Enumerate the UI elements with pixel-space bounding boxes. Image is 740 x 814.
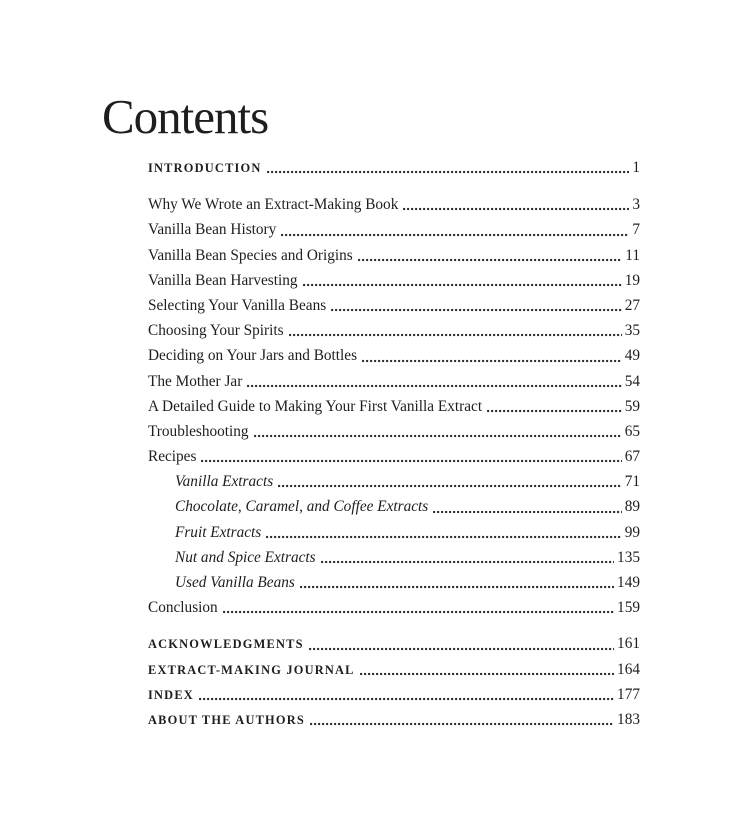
- toc-entry-label: Vanilla Extracts: [175, 473, 274, 491]
- toc-entry-label: EXTRACT-MAKING JOURNAL: [148, 662, 355, 677]
- toc-row: [148, 155, 640, 180]
- toc-entry-label: Why We Wrote an Extract-Making Book: [148, 196, 399, 214]
- toc-entry-page: 99: [624, 523, 640, 541]
- toc-entry-label: Recipes: [148, 448, 197, 466]
- toc-entry-label: Conclusion: [148, 599, 218, 617]
- toc-entry-label: INTRODUCTION: [148, 161, 262, 175]
- dot-leader: [321, 560, 614, 564]
- toc-entry-page: 54: [624, 372, 640, 390]
- dot-leader: [289, 333, 622, 337]
- toc-entry-label: A Detailed Guide to Making Your First Vanilla Extract: [148, 397, 483, 415]
- dot-leader: [267, 170, 630, 174]
- toc-entry-page: 1: [632, 159, 640, 176]
- toc-entry-label: ACKNOWLEDGMENTS: [148, 637, 304, 652]
- toc-section-front: [148, 155, 640, 180]
- toc-entry-page: 164: [617, 660, 640, 678]
- toc-entry-label: Vanilla Bean Species and Origins: [148, 246, 353, 264]
- toc-entry-label: Vanilla Bean History: [148, 221, 277, 239]
- toc-entry-page: 67: [624, 448, 640, 466]
- dot-leader: [266, 535, 621, 539]
- toc-entry-page: 35: [624, 322, 640, 340]
- toc-row: [148, 419, 640, 444]
- toc-entry-label: The Mother Jar: [148, 372, 243, 390]
- toc-row: [148, 595, 640, 620]
- toc-entry-page: 65: [624, 422, 640, 440]
- toc-entry-page: 71: [624, 473, 640, 491]
- toc-row: [148, 707, 640, 732]
- toc-entry-page: 161: [617, 635, 640, 653]
- dot-leader: [362, 359, 622, 363]
- dot-leader: [278, 484, 622, 488]
- toc-entry-label: Fruit Extracts: [175, 523, 262, 541]
- table-of-contents: [148, 155, 640, 732]
- toc-entry-page: 11: [625, 246, 640, 264]
- toc-entry-page: 159: [617, 599, 640, 617]
- toc-entry-page: 59: [624, 397, 640, 415]
- dot-leader: [358, 258, 623, 262]
- toc-entry-page: 177: [617, 685, 640, 703]
- toc-row: [148, 293, 640, 318]
- toc-row: [148, 369, 640, 394]
- toc-row: [148, 268, 640, 293]
- toc-row: [148, 444, 640, 469]
- toc-entry-page: 3: [632, 196, 640, 214]
- dot-leader: [254, 434, 622, 438]
- toc-entry-label: Used Vanilla Beans: [175, 574, 295, 591]
- toc-row: [148, 657, 640, 682]
- toc-entry-page: 149: [617, 574, 640, 591]
- dot-leader: [199, 697, 614, 701]
- dot-leader: [201, 459, 621, 463]
- toc-entry-label: Nut and Spice Extracts: [175, 548, 316, 566]
- toc-row: [148, 570, 640, 595]
- dot-leader: [223, 610, 614, 614]
- dot-leader: [403, 207, 629, 211]
- toc-section-back: [148, 631, 640, 732]
- toc-entry-page: 19: [624, 271, 640, 289]
- toc-entry-page: 183: [617, 710, 640, 728]
- toc-row: [148, 520, 640, 545]
- toc-entry-page: 135: [617, 548, 640, 566]
- toc-entry-label: Choosing Your Spirits: [148, 322, 284, 340]
- page-title: Contents: [102, 88, 269, 144]
- toc-entry-label: Troubleshooting: [148, 422, 249, 440]
- toc-entry-page: 7: [632, 221, 640, 239]
- toc-entry-label: Chocolate, Caramel, and Coffee Extracts: [175, 498, 429, 516]
- dot-leader: [433, 510, 621, 514]
- toc-row: [148, 217, 640, 242]
- toc-row: [148, 318, 640, 343]
- toc-row: [148, 243, 640, 268]
- toc-entry-label: Selecting Your Vanilla Beans: [148, 296, 327, 314]
- toc-row: [148, 494, 640, 519]
- toc-row: [148, 469, 640, 494]
- toc-entry-page: 49: [624, 347, 640, 365]
- dot-leader: [303, 283, 622, 287]
- dot-leader: [309, 647, 614, 651]
- toc-entry-label: Deciding on Your Jars and Bottles: [148, 347, 358, 365]
- toc-row: [148, 192, 640, 217]
- toc-entry-label: Vanilla Bean Harvesting: [148, 271, 298, 289]
- toc-section-chapters: [148, 192, 640, 620]
- toc-entry-page: 27: [624, 296, 640, 314]
- toc-entry-label: ABOUT THE AUTHORS: [148, 712, 305, 727]
- toc-row: [148, 545, 640, 570]
- toc-entry-label: INDEX: [148, 687, 194, 702]
- toc-row: [148, 631, 640, 656]
- dot-leader: [360, 672, 614, 676]
- dot-leader: [331, 308, 622, 312]
- toc-row: [148, 682, 640, 707]
- toc-entry-page: 89: [624, 498, 640, 516]
- dot-leader: [487, 409, 622, 413]
- dot-leader: [247, 384, 621, 388]
- dot-leader: [281, 233, 629, 237]
- toc-row: [148, 343, 640, 368]
- dot-leader: [300, 585, 614, 589]
- toc-row: [148, 394, 640, 419]
- dot-leader: [310, 722, 614, 726]
